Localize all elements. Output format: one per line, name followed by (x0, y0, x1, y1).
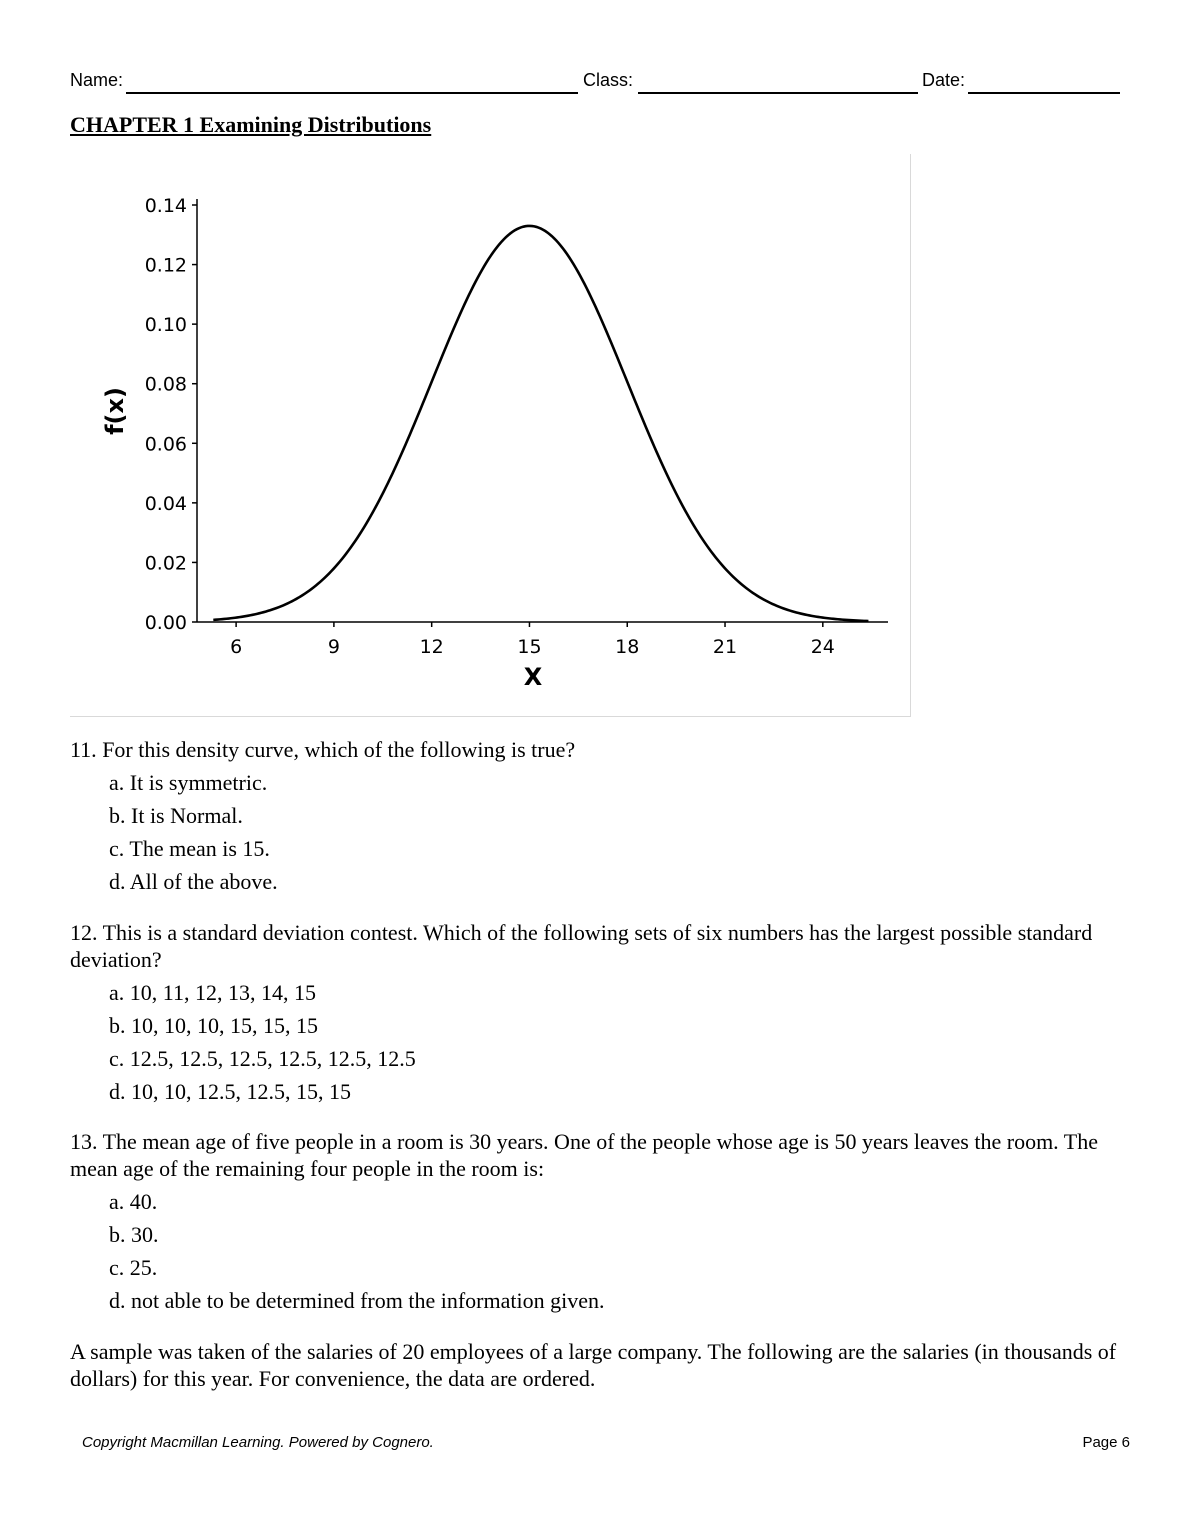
question-12-text (70, 919, 1130, 973)
name-field[interactable] (126, 92, 578, 94)
student-info-header (70, 70, 1120, 94)
option-text: It is symmetric. (129, 770, 268, 795)
date-label: Date: (922, 70, 966, 90)
answer-option-b[interactable] (109, 1218, 1130, 1251)
option-text: The mean is 15. (129, 836, 270, 861)
page-number: Page 6 (1082, 1434, 1130, 1451)
answer-option-a[interactable] (109, 976, 1130, 1009)
question-prompt: The mean age of five people in a room is 30 years. One of the people whose age is 50 years leaves the room. The mean age of the remaining four people in the room is: (70, 1129, 1098, 1181)
answer-option-d[interactable] (109, 1075, 1130, 1108)
option-letter: c. (109, 836, 125, 861)
question-number: 11. (70, 737, 97, 762)
option-text: 40. (129, 1189, 158, 1214)
answer-option-d[interactable] (109, 1284, 1130, 1317)
option-text: All of the above. (129, 869, 278, 894)
answer-option-a[interactable] (109, 766, 1130, 799)
density-curve-series (213, 226, 868, 621)
question-number: 13. (70, 1129, 98, 1154)
question-number: 12. (70, 920, 98, 945)
answer-option-a[interactable] (109, 1185, 1130, 1218)
x-tick-label: 6 (230, 636, 243, 658)
option-letter: b. (109, 1013, 126, 1038)
option-letter: c. (109, 1046, 125, 1071)
copyright-notice: Copyright Macmillan Learning. Powered by Cognero. (82, 1434, 434, 1451)
option-letter: d. (109, 1288, 126, 1313)
answer-option-b[interactable] (109, 799, 1130, 832)
name-label: Name: (70, 70, 124, 90)
option-letter: a. (109, 770, 125, 795)
option-text: It is Normal. (131, 803, 243, 828)
answer-option-c[interactable] (109, 832, 1130, 865)
option-text: 30. (131, 1222, 159, 1247)
x-tick-label: 24 (810, 636, 835, 658)
x-axis-label: X (523, 663, 543, 691)
option-letter: d. (109, 1079, 126, 1104)
x-tick-label: 12 (419, 636, 444, 658)
x-tick-label: 9 (327, 636, 340, 658)
answer-options (109, 766, 1130, 898)
x-tick-label: 21 (712, 636, 738, 658)
option-text: 10, 11, 12, 13, 14, 15 (129, 980, 316, 1005)
class-field[interactable] (638, 92, 918, 94)
date-field[interactable] (968, 92, 1120, 94)
y-tick-label: 0.12 (144, 254, 187, 277)
answer-option-c[interactable] (109, 1251, 1130, 1284)
option-letter: a. (109, 1189, 125, 1214)
option-letter: c. (109, 1255, 125, 1280)
option-text: 10, 10, 10, 15, 15, 15 (131, 1013, 318, 1038)
y-tick-label: 0.08 (144, 373, 187, 396)
x-axis (197, 622, 888, 658)
y-axis-label: f(x) (101, 387, 129, 435)
question-13 (70, 1128, 1130, 1317)
chapter-title: CHAPTER 1 Examining Distributions (70, 112, 432, 137)
answer-options (109, 1185, 1130, 1317)
answer-options (109, 976, 1130, 1108)
option-text: 10, 10, 12.5, 12.5, 15, 15 (131, 1079, 351, 1104)
x-tick-label: 18 (615, 636, 640, 658)
question-11 (70, 736, 1130, 898)
option-letter: b. (109, 1222, 126, 1247)
y-tick-label: 0.10 (144, 314, 187, 337)
option-letter: b. (109, 803, 126, 828)
question-prompt: This is a standard deviation contest. Which of the following sets of six numbers has the largest possible standard deviation? (70, 920, 1093, 972)
option-text: not able to be determined from the information given. (131, 1288, 605, 1313)
question-11-text (70, 736, 1130, 763)
y-tick-label: 0.14 (144, 195, 187, 217)
y-tick-label: 0.00 (144, 612, 187, 634)
density-chart-svg (70, 154, 910, 716)
answer-option-b[interactable] (109, 1009, 1130, 1042)
class-label: Class: (583, 70, 634, 90)
answer-option-d[interactable] (109, 865, 1130, 898)
option-text: 25. (129, 1255, 158, 1280)
question-prompt: For this density curve, which of the following is true? (102, 737, 576, 762)
y-tick-label: 0.04 (144, 492, 187, 515)
y-tick-label: 0.02 (144, 552, 187, 575)
y-axis (145, 195, 197, 634)
answer-option-c[interactable] (109, 1042, 1130, 1075)
y-tick-label: 0.06 (144, 433, 187, 456)
x-tick-label: 15 (517, 636, 542, 658)
density-chart (70, 154, 911, 717)
option-letter: a. (109, 980, 125, 1005)
question-13-text (70, 1128, 1130, 1182)
option-text: 12.5, 12.5, 12.5, 12.5, 12.5, 12.5 (129, 1046, 416, 1071)
option-letter: d. (109, 869, 126, 894)
salary-data-intro: A sample was taken of the salaries of 20 employees of a large company. The following are the salaries (in thousands of dollars) for this year. For convenience, the data are ordered. (70, 1339, 1117, 1391)
question-12 (70, 919, 1130, 1108)
